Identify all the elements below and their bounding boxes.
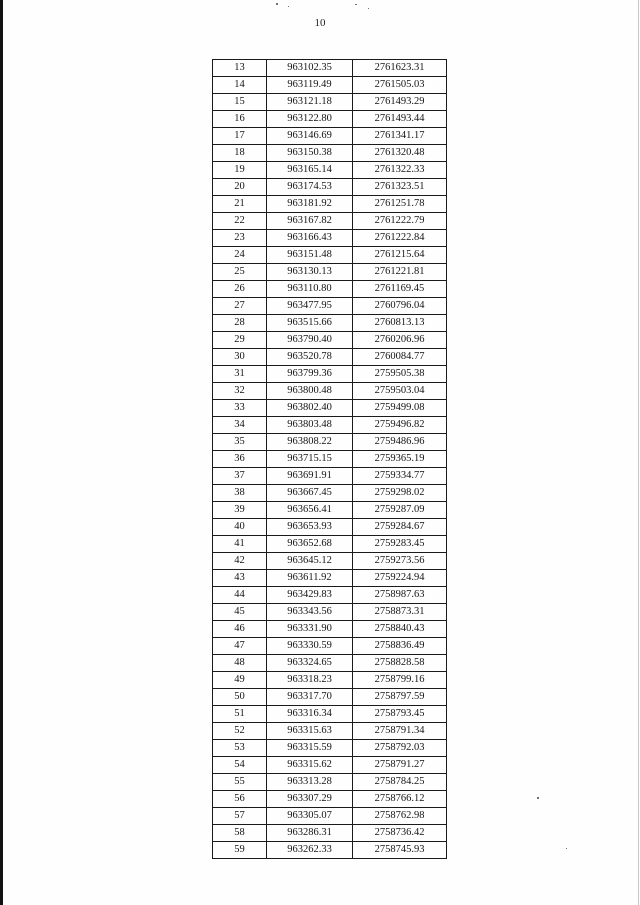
scan-speck — [566, 848, 567, 849]
point-number-cell: 37 — [213, 468, 267, 485]
y-coordinate-cell: 2759486.96 — [353, 434, 447, 451]
table-row — [213, 706, 447, 723]
table-row — [213, 366, 447, 383]
point-number-cell: 57 — [213, 808, 267, 825]
point-number-cell: 23 — [213, 230, 267, 247]
y-coordinate-cell: 2758799.16 — [353, 672, 447, 689]
x-coordinate-cell: 963515.66 — [267, 315, 353, 332]
x-coordinate-cell: 963520.78 — [267, 349, 353, 366]
x-coordinate-cell: 963110.80 — [267, 281, 353, 298]
y-coordinate-cell: 2759505.38 — [353, 366, 447, 383]
point-number-cell: 15 — [213, 94, 267, 111]
point-number-cell: 17 — [213, 128, 267, 145]
point-number-cell: 30 — [213, 349, 267, 366]
y-coordinate-cell: 2761323.51 — [353, 179, 447, 196]
coordinate-table-body — [213, 60, 447, 859]
x-coordinate-cell: 963121.18 — [267, 94, 353, 111]
table-row — [213, 825, 447, 842]
point-number-cell: 22 — [213, 213, 267, 230]
table-row — [213, 434, 447, 451]
y-coordinate-cell: 2761251.78 — [353, 196, 447, 213]
table-row — [213, 740, 447, 757]
x-coordinate-cell: 963122.80 — [267, 111, 353, 128]
point-number-cell: 38 — [213, 485, 267, 502]
y-coordinate-cell: 2758793.45 — [353, 706, 447, 723]
table-row — [213, 570, 447, 587]
x-coordinate-cell: 963324.65 — [267, 655, 353, 672]
y-coordinate-cell: 2759503.04 — [353, 383, 447, 400]
x-coordinate-cell: 963151.48 — [267, 247, 353, 264]
point-number-cell: 40 — [213, 519, 267, 536]
point-number-cell: 18 — [213, 145, 267, 162]
x-coordinate-cell: 963799.36 — [267, 366, 353, 383]
y-coordinate-cell: 2761320.48 — [353, 145, 447, 162]
table-row — [213, 587, 447, 604]
point-number-cell: 56 — [213, 791, 267, 808]
x-coordinate-cell: 963645.12 — [267, 553, 353, 570]
y-coordinate-cell: 2758784.25 — [353, 774, 447, 791]
table-row — [213, 621, 447, 638]
point-number-cell: 58 — [213, 825, 267, 842]
x-coordinate-cell: 963166.43 — [267, 230, 353, 247]
x-coordinate-cell: 963653.93 — [267, 519, 353, 536]
y-coordinate-cell: 2758873.31 — [353, 604, 447, 621]
table-row — [213, 162, 447, 179]
point-number-cell: 47 — [213, 638, 267, 655]
point-number-cell: 42 — [213, 553, 267, 570]
scan-speck — [288, 6, 289, 7]
x-coordinate-cell: 963286.31 — [267, 825, 353, 842]
table-row — [213, 417, 447, 434]
x-coordinate-cell: 963715.15 — [267, 451, 353, 468]
y-coordinate-cell: 2759287.09 — [353, 502, 447, 519]
scan-speck — [368, 8, 369, 9]
y-coordinate-cell: 2761215.64 — [353, 247, 447, 264]
table-row — [213, 604, 447, 621]
y-coordinate-cell: 2758745.93 — [353, 842, 447, 859]
table-row — [213, 111, 447, 128]
table-row — [213, 672, 447, 689]
x-coordinate-cell: 963315.62 — [267, 757, 353, 774]
table-row — [213, 281, 447, 298]
y-coordinate-cell: 2759496.82 — [353, 417, 447, 434]
table-row — [213, 842, 447, 859]
coordinate-table-wrapper — [212, 59, 446, 859]
point-number-cell: 19 — [213, 162, 267, 179]
y-coordinate-cell: 2761623.31 — [353, 60, 447, 77]
table-row — [213, 77, 447, 94]
x-coordinate-cell: 963808.22 — [267, 434, 353, 451]
x-coordinate-cell: 963429.83 — [267, 587, 353, 604]
x-coordinate-cell: 963262.33 — [267, 842, 353, 859]
point-number-cell: 34 — [213, 417, 267, 434]
point-number-cell: 28 — [213, 315, 267, 332]
x-coordinate-cell: 963800.48 — [267, 383, 353, 400]
table-row — [213, 808, 447, 825]
table-row — [213, 213, 447, 230]
table-row — [213, 774, 447, 791]
scan-speck — [537, 797, 539, 799]
table-row — [213, 247, 447, 264]
y-coordinate-cell: 2759499.08 — [353, 400, 447, 417]
x-coordinate-cell: 963656.41 — [267, 502, 353, 519]
y-coordinate-cell: 2759273.56 — [353, 553, 447, 570]
x-coordinate-cell: 963652.68 — [267, 536, 353, 553]
x-coordinate-cell: 963130.13 — [267, 264, 353, 281]
point-number-cell: 52 — [213, 723, 267, 740]
x-coordinate-cell: 963315.59 — [267, 740, 353, 757]
x-coordinate-cell: 963317.70 — [267, 689, 353, 706]
y-coordinate-cell: 2758791.27 — [353, 757, 447, 774]
point-number-cell: 43 — [213, 570, 267, 587]
table-row — [213, 230, 447, 247]
x-coordinate-cell: 963343.56 — [267, 604, 353, 621]
point-number-cell: 45 — [213, 604, 267, 621]
table-row — [213, 179, 447, 196]
table-row — [213, 553, 447, 570]
table-row — [213, 145, 447, 162]
point-number-cell: 33 — [213, 400, 267, 417]
scan-left-edge — [0, 0, 3, 905]
point-number-cell: 48 — [213, 655, 267, 672]
table-row — [213, 60, 447, 77]
point-number-cell: 39 — [213, 502, 267, 519]
x-coordinate-cell: 963313.28 — [267, 774, 353, 791]
point-number-cell: 14 — [213, 77, 267, 94]
table-row — [213, 94, 447, 111]
x-coordinate-cell: 963318.23 — [267, 672, 353, 689]
point-number-cell: 53 — [213, 740, 267, 757]
y-coordinate-cell: 2761505.03 — [353, 77, 447, 94]
y-coordinate-cell: 2759298.02 — [353, 485, 447, 502]
point-number-cell: 35 — [213, 434, 267, 451]
y-coordinate-cell: 2758797.59 — [353, 689, 447, 706]
scan-right-edge — [638, 0, 639, 905]
x-coordinate-cell: 963331.90 — [267, 621, 353, 638]
point-number-cell: 46 — [213, 621, 267, 638]
point-number-cell: 55 — [213, 774, 267, 791]
point-number-cell: 13 — [213, 60, 267, 77]
y-coordinate-cell: 2761222.79 — [353, 213, 447, 230]
x-coordinate-cell: 963174.53 — [267, 179, 353, 196]
x-coordinate-cell: 963165.14 — [267, 162, 353, 179]
y-coordinate-cell: 2761221.81 — [353, 264, 447, 281]
x-coordinate-cell: 963330.59 — [267, 638, 353, 655]
table-row — [213, 655, 447, 672]
table-row — [213, 315, 447, 332]
point-number-cell: 41 — [213, 536, 267, 553]
table-row — [213, 468, 447, 485]
table-row — [213, 451, 447, 468]
x-coordinate-cell: 963315.63 — [267, 723, 353, 740]
table-row — [213, 332, 447, 349]
x-coordinate-cell: 963667.45 — [267, 485, 353, 502]
y-coordinate-cell: 2761169.45 — [353, 281, 447, 298]
x-coordinate-cell: 963477.95 — [267, 298, 353, 315]
table-row — [213, 536, 447, 553]
table-row — [213, 638, 447, 655]
point-number-cell: 32 — [213, 383, 267, 400]
table-row — [213, 502, 447, 519]
x-coordinate-cell: 963119.49 — [267, 77, 353, 94]
point-number-cell: 44 — [213, 587, 267, 604]
y-coordinate-cell: 2758792.03 — [353, 740, 447, 757]
y-coordinate-cell: 2761222.84 — [353, 230, 447, 247]
y-coordinate-cell: 2759224.94 — [353, 570, 447, 587]
x-coordinate-cell: 963305.07 — [267, 808, 353, 825]
y-coordinate-cell: 2758791.34 — [353, 723, 447, 740]
point-number-cell: 59 — [213, 842, 267, 859]
x-coordinate-cell: 963167.82 — [267, 213, 353, 230]
y-coordinate-cell: 2761493.44 — [353, 111, 447, 128]
table-row — [213, 349, 447, 366]
x-coordinate-cell: 963803.48 — [267, 417, 353, 434]
y-coordinate-cell: 2761493.29 — [353, 94, 447, 111]
point-number-cell: 24 — [213, 247, 267, 264]
point-number-cell: 54 — [213, 757, 267, 774]
point-number-cell: 51 — [213, 706, 267, 723]
x-coordinate-cell: 963691.91 — [267, 468, 353, 485]
y-coordinate-cell: 2758762.98 — [353, 808, 447, 825]
table-row — [213, 383, 447, 400]
point-number-cell: 31 — [213, 366, 267, 383]
x-coordinate-cell: 963611.92 — [267, 570, 353, 587]
x-coordinate-cell: 963790.40 — [267, 332, 353, 349]
y-coordinate-cell: 2759284.67 — [353, 519, 447, 536]
x-coordinate-cell: 963307.29 — [267, 791, 353, 808]
x-coordinate-cell: 963802.40 — [267, 400, 353, 417]
y-coordinate-cell: 2760813.13 — [353, 315, 447, 332]
point-number-cell: 27 — [213, 298, 267, 315]
y-coordinate-cell: 2758987.63 — [353, 587, 447, 604]
page-number: 10 — [314, 17, 326, 29]
y-coordinate-cell: 2761322.33 — [353, 162, 447, 179]
y-coordinate-cell: 2758736.42 — [353, 825, 447, 842]
point-number-cell: 36 — [213, 451, 267, 468]
table-row — [213, 128, 447, 145]
point-number-cell: 50 — [213, 689, 267, 706]
scan-speck — [355, 4, 357, 5]
table-row — [213, 298, 447, 315]
y-coordinate-cell: 2759334.77 — [353, 468, 447, 485]
y-coordinate-cell: 2761341.17 — [353, 128, 447, 145]
x-coordinate-cell: 963316.34 — [267, 706, 353, 723]
point-number-cell: 25 — [213, 264, 267, 281]
x-coordinate-cell: 963181.92 — [267, 196, 353, 213]
y-coordinate-cell: 2760796.04 — [353, 298, 447, 315]
table-row — [213, 264, 447, 281]
y-coordinate-cell: 2759283.45 — [353, 536, 447, 553]
x-coordinate-cell: 963146.69 — [267, 128, 353, 145]
y-coordinate-cell: 2758836.49 — [353, 638, 447, 655]
table-row — [213, 723, 447, 740]
point-number-cell: 20 — [213, 179, 267, 196]
y-coordinate-cell: 2758828.58 — [353, 655, 447, 672]
point-number-cell: 26 — [213, 281, 267, 298]
coordinate-table — [212, 59, 447, 859]
x-coordinate-cell: 963102.35 — [267, 60, 353, 77]
table-row — [213, 519, 447, 536]
y-coordinate-cell: 2760084.77 — [353, 349, 447, 366]
y-coordinate-cell: 2758840.43 — [353, 621, 447, 638]
table-row — [213, 757, 447, 774]
point-number-cell: 21 — [213, 196, 267, 213]
scan-speck — [276, 3, 278, 5]
table-row — [213, 400, 447, 417]
y-coordinate-cell: 2760206.96 — [353, 332, 447, 349]
point-number-cell: 49 — [213, 672, 267, 689]
table-row — [213, 485, 447, 502]
y-coordinate-cell: 2759365.19 — [353, 451, 447, 468]
point-number-cell: 16 — [213, 111, 267, 128]
table-row — [213, 689, 447, 706]
table-row — [213, 791, 447, 808]
y-coordinate-cell: 2758766.12 — [353, 791, 447, 808]
table-row — [213, 196, 447, 213]
point-number-cell: 29 — [213, 332, 267, 349]
x-coordinate-cell: 963150.38 — [267, 145, 353, 162]
